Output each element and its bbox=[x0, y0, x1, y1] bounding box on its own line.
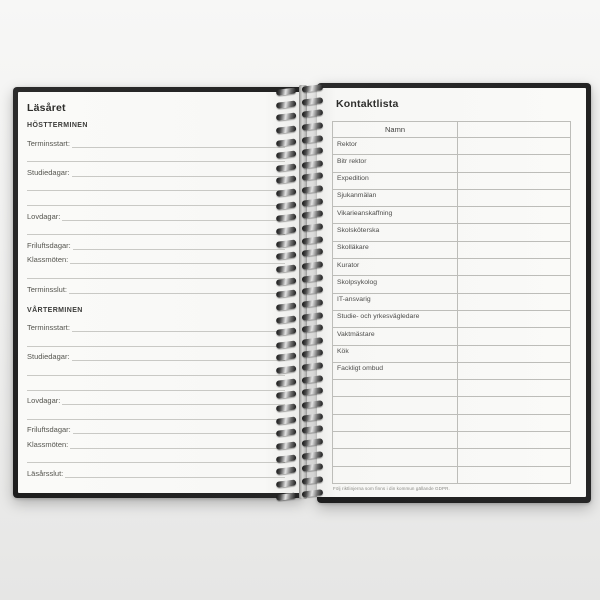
left-page-content bbox=[18, 92, 304, 478]
contact-value-cell bbox=[458, 259, 571, 276]
contact-value-cell bbox=[458, 276, 571, 293]
write-in-line bbox=[27, 332, 285, 347]
write-in-line bbox=[72, 162, 285, 177]
contact-role-cell: Skolsköterska bbox=[333, 224, 458, 241]
contact-table bbox=[332, 121, 571, 484]
contact-row bbox=[333, 397, 571, 414]
blank-line-row bbox=[27, 361, 285, 376]
write-in-line bbox=[27, 376, 285, 391]
field-label: Terminsstart: bbox=[27, 323, 70, 333]
contact-role-cell: Skolpsykolog bbox=[333, 276, 458, 293]
contact-role-cell bbox=[333, 432, 458, 449]
contact-value-cell bbox=[458, 362, 571, 379]
field-label: Friluftsdagar: bbox=[27, 425, 71, 435]
contact-role-cell: Vaktmästare bbox=[333, 328, 458, 345]
blank-line-row bbox=[27, 376, 285, 391]
contact-row bbox=[333, 155, 571, 172]
field-label: Klassmöten: bbox=[27, 439, 69, 449]
contact-role-cell bbox=[333, 449, 458, 466]
contact-role-cell: Rektor bbox=[333, 138, 458, 155]
left-page-title: Läsåret bbox=[27, 102, 66, 114]
contact-value-cell bbox=[458, 432, 571, 449]
blank-line-row bbox=[27, 177, 285, 192]
write-in-line bbox=[73, 420, 285, 435]
right-page-title: Kontaktlista bbox=[336, 98, 399, 110]
contact-value-cell bbox=[458, 138, 571, 155]
contact-role-cell: Studie- och yrkesvägledare bbox=[333, 310, 458, 327]
contact-table-head bbox=[333, 122, 571, 138]
contact-row bbox=[333, 207, 571, 224]
contact-value-cell bbox=[458, 328, 571, 345]
contact-role-cell: Sjukanmälan bbox=[333, 189, 458, 206]
right-page-content bbox=[317, 88, 586, 491]
contact-role-cell: IT-ansvarig bbox=[333, 293, 458, 310]
contact-value-cell bbox=[458, 345, 571, 362]
field-row bbox=[27, 162, 285, 177]
write-in-line bbox=[27, 405, 285, 420]
write-in-line bbox=[27, 221, 285, 236]
contact-row bbox=[333, 276, 571, 293]
section-heading: HÖSTTERMINEN bbox=[27, 122, 88, 129]
gdpr-footnote: Följ riktlinjerna som finns i din kommun gällande GDPR. bbox=[333, 485, 450, 491]
contact-row bbox=[333, 414, 571, 431]
contact-role-cell: Skolläkare bbox=[333, 241, 458, 258]
write-in-line bbox=[27, 361, 285, 376]
contact-header-row bbox=[333, 122, 571, 138]
contact-row bbox=[333, 362, 571, 379]
contact-role-cell bbox=[333, 397, 458, 414]
blank-line-row bbox=[27, 221, 285, 236]
contact-row bbox=[333, 449, 571, 466]
term-section bbox=[27, 121, 285, 294]
contact-value-cell bbox=[458, 414, 571, 431]
contact-value-cell bbox=[458, 293, 571, 310]
write-in-line bbox=[70, 250, 285, 265]
contact-row bbox=[333, 241, 571, 258]
contact-row bbox=[333, 466, 571, 483]
blank-line-row bbox=[27, 449, 285, 464]
contact-row bbox=[333, 224, 571, 241]
write-in-line bbox=[27, 177, 285, 192]
contact-role-cell bbox=[333, 380, 458, 397]
field-row bbox=[27, 391, 285, 406]
contact-value-header bbox=[458, 122, 571, 138]
blank-line-row bbox=[27, 191, 285, 206]
contact-name-header: Namn bbox=[333, 122, 458, 138]
field-label: Studiedagar: bbox=[27, 352, 70, 362]
contact-value-cell bbox=[458, 466, 571, 483]
contact-role-cell: Expedition bbox=[333, 172, 458, 189]
contact-value-cell bbox=[458, 449, 571, 466]
write-in-line bbox=[27, 191, 285, 206]
section-heading: VÅRTERMINEN bbox=[27, 306, 83, 314]
write-in-line bbox=[70, 434, 285, 449]
write-in-line bbox=[69, 279, 285, 294]
field-row bbox=[27, 235, 285, 250]
contact-value-cell bbox=[458, 224, 571, 241]
blank-line-row bbox=[27, 264, 285, 279]
contact-role-cell: Fackligt ombud bbox=[333, 362, 458, 379]
write-in-line bbox=[27, 449, 285, 464]
field-row bbox=[27, 434, 285, 449]
contact-row bbox=[333, 189, 571, 206]
write-in-line bbox=[73, 235, 285, 250]
write-in-line bbox=[72, 347, 285, 362]
right-page bbox=[317, 88, 586, 497]
contact-value-cell bbox=[458, 241, 571, 258]
field-label: Lovdagar: bbox=[27, 396, 61, 406]
write-in-line bbox=[72, 133, 285, 148]
contact-row bbox=[333, 380, 571, 397]
blank-line-row bbox=[27, 148, 285, 163]
spiral-binding bbox=[275, 86, 324, 498]
contact-value-cell bbox=[458, 189, 571, 206]
field-row bbox=[27, 347, 285, 362]
contact-role-cell: Vikarieanskaffning bbox=[333, 207, 458, 224]
contact-role-cell: Kök bbox=[333, 345, 458, 362]
section-fields bbox=[27, 133, 285, 294]
contact-role-cell bbox=[333, 466, 458, 483]
field-row bbox=[27, 463, 285, 478]
contact-row bbox=[333, 138, 571, 155]
contact-value-cell bbox=[458, 207, 571, 224]
write-in-line bbox=[27, 264, 285, 279]
field-row bbox=[27, 250, 285, 265]
contact-row bbox=[333, 259, 571, 276]
contact-row bbox=[333, 172, 571, 189]
contact-role-cell bbox=[333, 414, 458, 431]
contact-row bbox=[333, 345, 571, 362]
field-label: Läsårsslut: bbox=[27, 469, 64, 479]
blank-line-row bbox=[27, 332, 285, 347]
field-row bbox=[27, 318, 285, 333]
field-label: Terminsslut: bbox=[27, 284, 68, 294]
write-in-line bbox=[72, 318, 285, 333]
write-in-line bbox=[62, 391, 285, 406]
contact-value-cell bbox=[458, 397, 571, 414]
section-fields bbox=[27, 318, 285, 479]
field-label: Friluftsdagar: bbox=[27, 240, 71, 250]
contact-table-body bbox=[333, 138, 571, 484]
contact-row bbox=[333, 328, 571, 345]
field-label: Terminsstart: bbox=[27, 138, 70, 148]
contact-row bbox=[333, 293, 571, 310]
left-page bbox=[18, 92, 304, 493]
contact-role-cell: Kurator bbox=[333, 259, 458, 276]
write-in-line bbox=[62, 206, 285, 221]
write-in-line bbox=[27, 148, 285, 163]
contact-row bbox=[333, 432, 571, 449]
contact-value-cell bbox=[458, 172, 571, 189]
field-row bbox=[27, 133, 285, 148]
field-label: Klassmöten: bbox=[27, 255, 69, 265]
write-in-line bbox=[65, 463, 285, 478]
contact-value-cell bbox=[458, 155, 571, 172]
right-page-cover bbox=[317, 83, 591, 503]
field-row bbox=[27, 206, 285, 221]
contact-value-cell bbox=[458, 380, 571, 397]
field-row bbox=[27, 420, 285, 435]
contact-role-cell: Bitr rektor bbox=[333, 155, 458, 172]
left-page-cover bbox=[13, 87, 304, 498]
contact-value-cell bbox=[458, 310, 571, 327]
contact-row bbox=[333, 310, 571, 327]
term-sections bbox=[27, 121, 285, 478]
field-label: Studiedagar: bbox=[27, 167, 70, 177]
field-label: Lovdagar: bbox=[27, 211, 61, 221]
term-section bbox=[27, 306, 285, 479]
field-row bbox=[27, 279, 285, 294]
blank-line-row bbox=[27, 405, 285, 420]
